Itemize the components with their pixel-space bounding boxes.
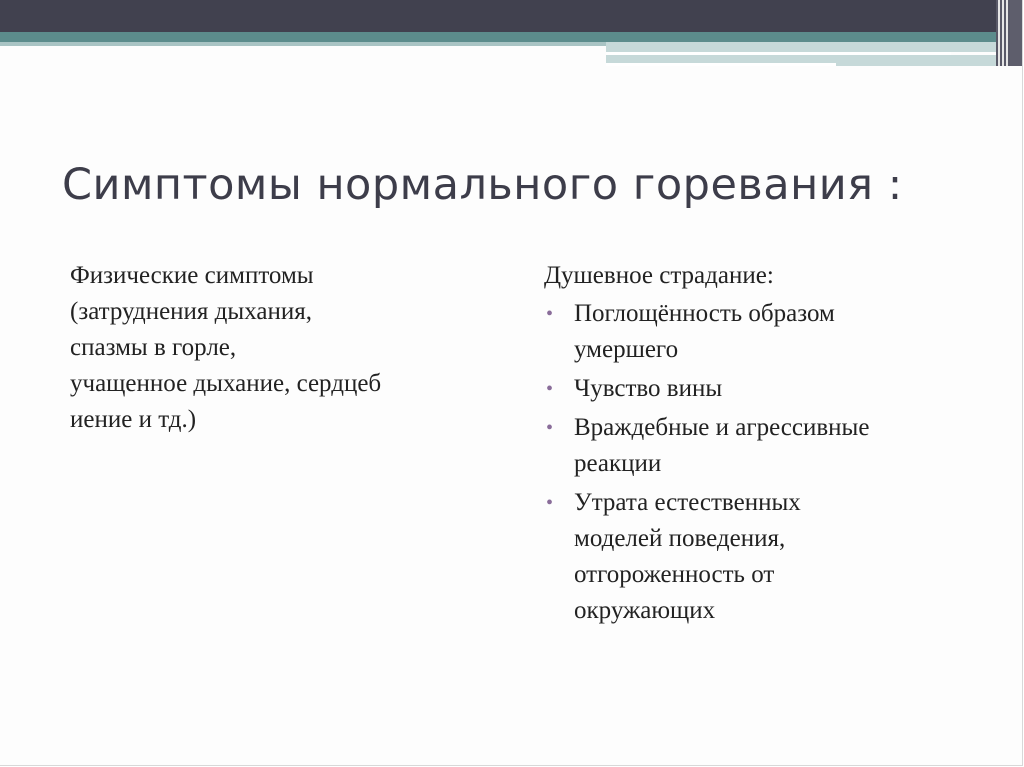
list-item	[544, 410, 964, 482]
physical-symptoms-text	[70, 258, 510, 438]
header-band-end	[1010, 0, 1022, 66]
list-item-line: Поглощённость образом	[574, 300, 835, 327]
list-item	[544, 371, 964, 407]
header-band-teal	[0, 32, 1000, 42]
physical-symptoms-line: (затруднения дыхания,	[70, 298, 312, 325]
header-band-dark	[0, 0, 1000, 32]
physical-symptoms-line: спазмы в горле,	[70, 334, 237, 361]
list-item-line: окружающих	[574, 597, 716, 624]
bullet-icon: •	[546, 378, 554, 400]
list-item-line: Враждебные и агрессивные	[574, 414, 870, 441]
bullet-icon: •	[546, 417, 554, 439]
list-item-line: умершего	[574, 336, 679, 363]
physical-symptoms-line: учащенное дыхание, сердцеб	[70, 370, 382, 397]
list-item-line: Утрата естественных	[574, 489, 801, 516]
list-item-line: Чувство вины	[574, 375, 723, 402]
list-item-line: моделей поведения,	[574, 525, 786, 552]
header-band-white-line-lower	[606, 63, 836, 66]
emotional-symptoms-list	[544, 296, 964, 629]
bullet-icon: •	[546, 492, 554, 514]
bullet-icon: •	[546, 303, 554, 325]
slide-title: Симптомы нормального горевания :	[62, 160, 903, 210]
header-band-teal-light	[0, 42, 606, 46]
list-item-line: отгороженность от	[574, 561, 775, 588]
physical-symptoms-line: Физические симптомы	[70, 262, 314, 289]
header-band-light	[606, 42, 1000, 52]
header-band-stripes	[996, 0, 1010, 66]
physical-symptoms-line: иение и тд.)	[70, 406, 197, 433]
left-column	[70, 258, 510, 438]
right-column	[544, 258, 964, 632]
list-item	[544, 296, 964, 368]
emotional-suffering-heading: Душевное страдание:	[544, 262, 774, 289]
list-item-line: реакции	[574, 450, 662, 477]
list-item	[544, 485, 964, 629]
